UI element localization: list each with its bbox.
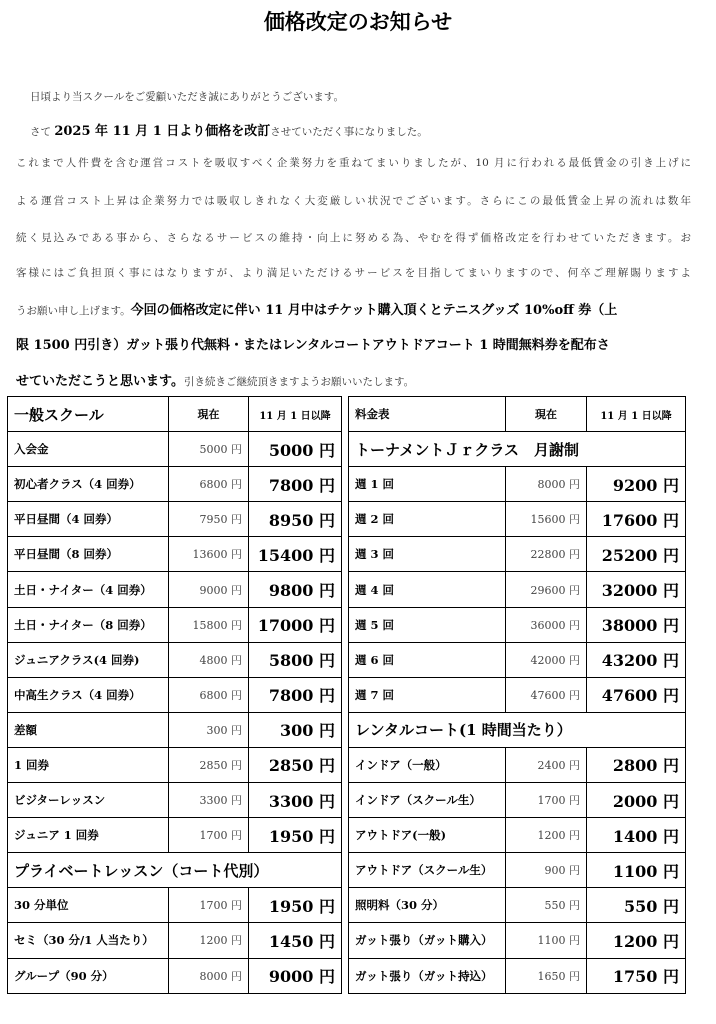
row-current: 6800 円: [169, 677, 249, 712]
row-new: 300 円: [249, 712, 342, 747]
row-new: 5800 円: [249, 642, 342, 677]
row-new: 1400 円: [587, 818, 686, 853]
row-new: 2850 円: [249, 747, 342, 782]
table-row: [8, 467, 342, 502]
row-current: 15800 円: [169, 607, 249, 642]
row-name: 中高生クラス（4 回券）: [8, 677, 169, 712]
header-fee: 料金表: [349, 397, 506, 432]
row-name: 差額: [8, 712, 169, 747]
campaign-line-1: [16, 299, 691, 318]
row-name: 週 6 回: [349, 642, 506, 677]
table-row: [349, 502, 686, 537]
row-current: 4800 円: [169, 642, 249, 677]
header-current: 現在: [169, 397, 249, 432]
row-name: グループ（90 分）: [8, 958, 169, 993]
body-line-4: 客様にはご負担頂く事にはなりますが、より満足いただけるサービスを目指してまいりますので、何卒ご理解賜りますよ: [16, 267, 691, 279]
row-new: 1100 円: [587, 853, 686, 888]
row-new: 7800 円: [249, 467, 342, 502]
row-current: 1700 円: [169, 818, 249, 853]
row-current: 1700 円: [506, 783, 587, 818]
row-name: ジュニア 1 回券: [8, 818, 169, 853]
header-current: 現在: [506, 397, 587, 432]
table-row: [349, 572, 686, 607]
table-row: [8, 432, 342, 467]
row-name: 週 2 回: [349, 502, 506, 537]
row-current: 2400 円: [506, 747, 587, 782]
row-new: 1200 円: [587, 923, 686, 958]
campaign-line-2: 限 1500 円引き）ガット張り代無料・またはレンタルコートアウトドアコート 1 時間無料券を配布さ: [16, 338, 610, 353]
revision-date: 2025 年 11 月 1 日より価格を改訂: [54, 124, 271, 139]
table-row: [8, 712, 342, 747]
row-current: 5000 円: [169, 432, 249, 467]
row-name: 週 1 回: [349, 467, 506, 502]
body-line-3: 続く見込みである事から、さらなるサービスの維持・向上に努める為、やむを得ず価格改定を行わせていただきます。お: [16, 232, 691, 244]
table-row: [8, 958, 342, 993]
table-header: [349, 397, 686, 432]
closing-text: 引き続きご継続頂きますようお願いいたします。: [183, 376, 415, 388]
row-name: 土日・ナイター（8 回券）: [8, 607, 169, 642]
row-current: 300 円: [169, 712, 249, 747]
table-row: [8, 747, 342, 782]
body-line-2: よる運営コスト上昇は企業努力では吸収しきれなく大変厳しい状況でございます。さらにこの最低賃金上昇の流れは数年: [16, 195, 691, 207]
row-name: 週 7 回: [349, 677, 506, 712]
row-current: 8000 円: [506, 467, 587, 502]
row-name: インドア（スクール生）: [349, 783, 506, 818]
row-new: 1750 円: [587, 958, 686, 993]
revision-pre: さて: [30, 126, 51, 138]
table-row: [349, 923, 686, 958]
table-row: [349, 818, 686, 853]
row-new: 8950 円: [249, 502, 342, 537]
row-new: 1950 円: [249, 888, 342, 923]
row-current: 29600 円: [506, 572, 587, 607]
row-name: ジュニアクラス(4 回券): [8, 642, 169, 677]
row-name: アウトドア(一般): [349, 818, 506, 853]
row-current: 1100 円: [506, 923, 587, 958]
row-name: 照明料（30 分）: [349, 888, 506, 923]
table-row: [349, 747, 686, 782]
table-row: [8, 642, 342, 677]
row-current: 1650 円: [506, 958, 587, 993]
table-row: [8, 572, 342, 607]
section-row: [8, 853, 342, 888]
row-new: 17600 円: [587, 502, 686, 537]
row-name: 30 分単位: [8, 888, 169, 923]
row-name: 入会金: [8, 432, 169, 467]
page-title: 価格改定のお知らせ: [263, 9, 453, 34]
table-row: [349, 537, 686, 572]
row-current: 15600 円: [506, 502, 587, 537]
campaign-line-3: [16, 370, 691, 389]
table-row: [8, 818, 342, 853]
row-name: ガット張り（ガット購入）: [349, 923, 506, 958]
row-current: 6800 円: [169, 467, 249, 502]
row-current: 550 円: [506, 888, 587, 923]
row-name: 週 5 回: [349, 607, 506, 642]
table-row: [349, 677, 686, 712]
table-row: [8, 923, 342, 958]
row-name: 初心者クラス（4 回券）: [8, 467, 169, 502]
table-row: [8, 677, 342, 712]
school-price-table: [7, 396, 342, 994]
row-current: 3300 円: [169, 783, 249, 818]
table-row: [349, 888, 686, 923]
row-current: 1200 円: [169, 923, 249, 958]
private-lesson-section: プライベートレッスン（コート代別）: [8, 853, 342, 888]
row-name: 土日・ナイター（4 回券）: [8, 572, 169, 607]
row-new: 2800 円: [587, 747, 686, 782]
body-line-1: これまで人件費を含む運営コストを吸収すべく企業努力を重ねてまいりましたが、10 月に行われる最低賃金の引き上げに: [16, 157, 691, 169]
tournament-section: トーナメントＪｒクラス 月謝制: [349, 432, 686, 467]
row-name: 1 回券: [8, 747, 169, 782]
row-name: 平日昼間（4 回券）: [8, 502, 169, 537]
row-new: 9000 円: [249, 958, 342, 993]
row-new: 1950 円: [249, 818, 342, 853]
row-new: 38000 円: [587, 607, 686, 642]
campaign-text-1: 今回の価格改定に伴い 11 月中はチケット購入頂くとテニスグッズ 10%off 券（上: [130, 303, 618, 318]
row-current: 22800 円: [506, 537, 587, 572]
table-row: [349, 853, 686, 888]
row-current: 1700 円: [169, 888, 249, 923]
row-name: ビジターレッスン: [8, 783, 169, 818]
row-new: 9200 円: [587, 467, 686, 502]
table-row: [349, 642, 686, 677]
row-name: セミ（30 分/1 人当たり）: [8, 923, 169, 958]
row-new: 2000 円: [587, 783, 686, 818]
greeting-text: 日頃より当スクールをご愛顧いただき誠にありがとうございます。: [30, 91, 344, 103]
table-row: [349, 607, 686, 642]
row-name: インドア（一般）: [349, 747, 506, 782]
row-current: 1200 円: [506, 818, 587, 853]
row-current: 42000 円: [506, 642, 587, 677]
header-new: 11 月 1 日以降: [249, 397, 342, 432]
row-new: 1450 円: [249, 923, 342, 958]
row-new: 15400 円: [249, 537, 342, 572]
row-current: 8000 円: [169, 958, 249, 993]
row-name: 平日昼間（8 回券）: [8, 537, 169, 572]
row-new: 7800 円: [249, 677, 342, 712]
row-current: 900 円: [506, 853, 587, 888]
row-name: 週 3 回: [349, 537, 506, 572]
row-new: 32000 円: [587, 572, 686, 607]
row-new: 43200 円: [587, 642, 686, 677]
section-row: [349, 712, 686, 747]
row-current: 47600 円: [506, 677, 587, 712]
row-new: 3300 円: [249, 783, 342, 818]
table-row: [349, 958, 686, 993]
fee-table: [348, 396, 686, 994]
campaign-pre: うお願い申し上げます。: [16, 305, 131, 317]
revision-post: させていただく事になりました。: [270, 126, 428, 138]
row-new: 5000 円: [249, 432, 342, 467]
rental-court-section: レンタルコート(1 時間当たり）: [349, 712, 686, 747]
header-school: 一般スクール: [8, 397, 169, 432]
row-current: 7950 円: [169, 502, 249, 537]
table-row: [349, 783, 686, 818]
table-row: [8, 502, 342, 537]
table-header: [8, 397, 342, 432]
row-new: 47600 円: [587, 677, 686, 712]
row-current: 9000 円: [169, 572, 249, 607]
row-current: 2850 円: [169, 747, 249, 782]
row-new: 550 円: [587, 888, 686, 923]
table-row: [349, 467, 686, 502]
row-name: ガット張り（ガット持込）: [349, 958, 506, 993]
table-row: [8, 888, 342, 923]
campaign-text-3: せていただこうと思います。: [16, 374, 184, 389]
row-name: アウトドア（スクール生）: [349, 853, 506, 888]
row-new: 25200 円: [587, 537, 686, 572]
revision-line: [30, 120, 428, 139]
table-row: [8, 607, 342, 642]
table-row: [8, 783, 342, 818]
row-current: 13600 円: [169, 537, 249, 572]
table-row: [8, 537, 342, 572]
row-new: 9800 円: [249, 572, 342, 607]
row-new: 17000 円: [249, 607, 342, 642]
row-current: 36000 円: [506, 607, 587, 642]
header-new: 11 月 1 日以降: [587, 397, 686, 432]
section-row: [349, 432, 686, 467]
row-name: 週 4 回: [349, 572, 506, 607]
